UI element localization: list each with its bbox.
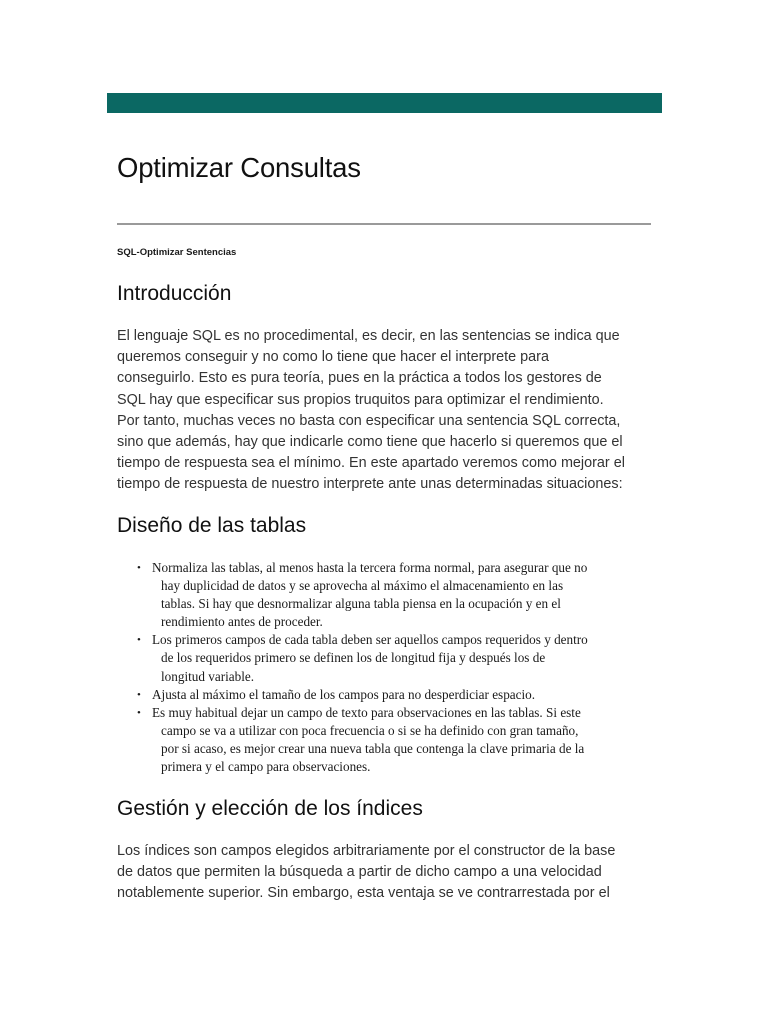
bullet-icon: • <box>137 688 141 701</box>
paragraph-line: notablemente superior. Sin embargo, esta ventaja se ve contrarrestada por el <box>117 885 610 902</box>
list-item <box>137 704 588 776</box>
list-item-line: longitud variable. <box>161 668 255 684</box>
list-item-line: Normaliza las tablas, al menos hasta la tercera forma normal, para asegurar que no <box>152 560 588 575</box>
paragraph-line: conseguirlo. Esto es pura teoría, pues en la práctica a todos los gestores de <box>117 370 602 387</box>
paragraph-introduccion <box>117 326 625 496</box>
list-item-line: rendimiento antes de proceder. <box>161 614 323 630</box>
bullet-icon: • <box>137 706 141 719</box>
paragraph-line: tiempo de respuesta sea el mínimo. En este apartado veremos como mejorar el <box>117 455 625 472</box>
bullet-icon: • <box>137 562 141 574</box>
list-item-line: de los requeridos primero se definen los de longitud fija y después los de <box>161 650 546 666</box>
list-item-line: hay duplicidad de datos y se aprovecha al máximo el almacenamiento en las <box>161 578 564 594</box>
heading-diseno-tablas: Diseño de las tablas <box>117 514 307 537</box>
document-subtitle: SQL-Optimizar Sentencias <box>117 247 237 258</box>
paragraph-line: SQL hay que especificar sus propios truquitos para optimizar el rendimiento. <box>117 391 604 408</box>
paragraph-line: Los índices son campos elegidos arbitrariamente por el constructor de la base <box>117 843 616 859</box>
paragraph-indices <box>117 841 615 905</box>
heading-gestion-indices: Gestión y elección de los índices <box>117 797 423 820</box>
list-item-line: Es muy habitual dejar un campo de texto para observaciones en las tablas. Si este <box>152 704 581 720</box>
list-item <box>137 559 588 631</box>
header-color-band <box>107 93 662 113</box>
bullet-icon: • <box>137 634 141 647</box>
paragraph-line: de datos que permiten la búsqueda a partir de dicho campo a una velocidad <box>117 864 602 881</box>
list-item-line: Los primeros campos de cada tabla deben ser aquellos campos requeridos y dentro <box>152 632 588 648</box>
paragraph-line: Por tanto, muchas veces no basta con especificar una sentencia SQL correcta, <box>117 412 621 429</box>
list-item-line: tablas. Si hay que desnormalizar alguna tabla piensa en la ocupación y en el <box>161 596 561 612</box>
paragraph-line: tiempo de respuesta de nuestro interprete ante unas determinadas situaciones: <box>117 476 623 493</box>
paragraph-line: El lenguaje SQL es no procedimental, es decir, en las sentencias se indica que <box>117 328 620 344</box>
paragraph-line: sino que además, hay que indicarle como tiene que hacerlo si queremos que el <box>117 434 623 451</box>
list-item-line: primera y el campo para observaciones. <box>161 759 371 775</box>
title-divider <box>117 223 651 225</box>
list-item-line: campo se va a utilizar con poca frecuencia o si se ha definido con gran tamaño, <box>161 722 579 738</box>
list-item-line: Ajusta al máximo el tamaño de los campos para no desperdiciar espacio. <box>152 686 536 702</box>
page-title: Optimizar Consultas <box>117 152 361 183</box>
design-bullet-list <box>137 559 588 776</box>
list-item-line: por si acaso, es mejor crear una nueva tabla que contenga la clave primaria de la <box>161 740 585 756</box>
list-item <box>137 686 588 704</box>
list-item <box>137 631 588 685</box>
paragraph-line: queremos conseguir y no como lo tiene que hacer el interprete para <box>117 349 549 366</box>
heading-introduccion: Introducción <box>117 282 232 305</box>
